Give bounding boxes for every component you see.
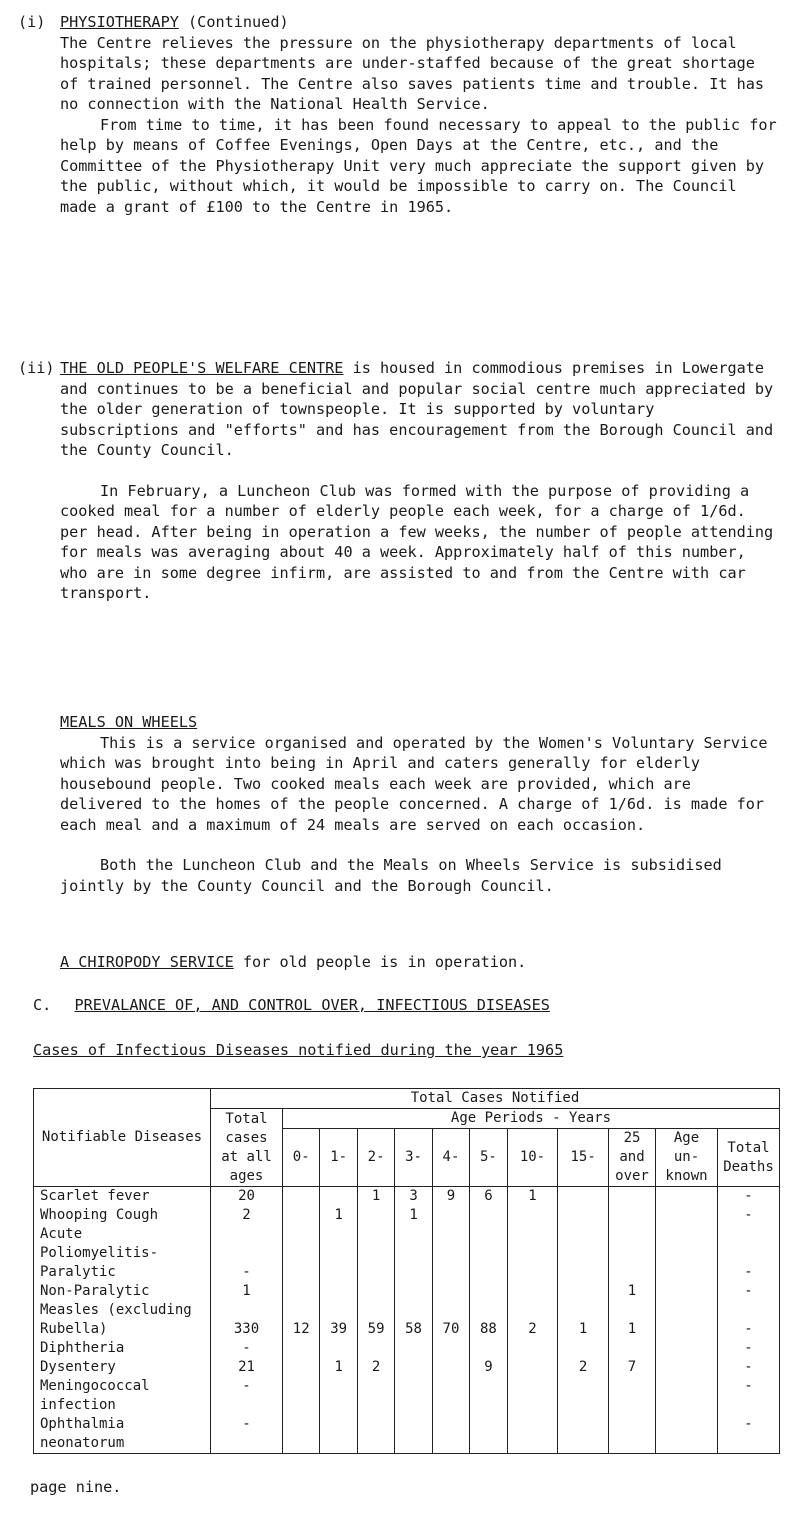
age-cell: 1 [320,1358,357,1377]
age-cell [558,1301,609,1320]
age-cell: 3 [395,1187,432,1207]
age-cell [507,1358,558,1377]
age-cell [320,1415,357,1454]
age-cell [470,1377,507,1415]
age-cell [656,1282,718,1301]
age-cell [558,1415,609,1454]
age-cell [558,1377,609,1415]
total-cases-cell: 330 [211,1320,283,1339]
header-age-unknown: Age un- known [656,1129,718,1187]
age-cell: 88 [470,1320,507,1339]
deaths-cell: - [718,1206,780,1225]
age-cell [656,1187,718,1207]
disease-name: Dysentery [34,1358,211,1377]
section-number: (ii) [18,359,55,377]
total-cases-cell [211,1301,283,1320]
age-cell [656,1301,718,1320]
age-cell [470,1282,507,1301]
age-cell: 1 [395,1206,432,1225]
age-cell [357,1415,394,1454]
header-age-5: 5- [470,1129,507,1187]
age-cell [432,1301,469,1320]
total-cases-cell: 1 [211,1282,283,1301]
age-cell [507,1339,558,1358]
age-cell [283,1301,320,1320]
age-cell [283,1358,320,1377]
age-cell [609,1187,656,1207]
paragraph-text: is housed in commodious premises in Lowergate and continues to be a beneficial and popular social centre much appreciated by the older generation of townspeople. It is supported by voluntary subscriptions and "efforts" and has encouragement from the Borough Council and the County Council. [60,359,774,459]
age-cell [507,1225,558,1263]
total-cases-cell: - [211,1415,283,1454]
paragraph: The Centre relieves the pressure on the physiotherapy departments of local hospitals; these departments are under-staffed because of the great shortage of trained personnel. The Centre also saves patients time and trouble. It has no connection with the National Health Service. [60,33,765,113]
age-cell [609,1263,656,1282]
age-cell [609,1206,656,1225]
table-row [34,1358,780,1377]
paragraph: This is a service organised and operated by the Women's Voluntary Service which was brought into being in April and caters generally for elderly housebound people. Two cooked meals each week are provided, which are delivered to the homes of the people concerned. A charge of 1/6d. is made for each meal and a maximum of 24 meals are served on each occasion. [60,733,768,834]
heading-text: PHYSIOTHERAPY [60,13,179,31]
age-cell [656,1339,718,1358]
age-cell [432,1225,469,1263]
age-cell [395,1358,432,1377]
age-cell [283,1339,320,1358]
age-cell [609,1415,656,1454]
disease-name: Ophthalmia neonatorum [34,1415,211,1454]
age-cell [470,1225,507,1263]
table-row [34,1377,780,1415]
table-caption [33,1040,780,1061]
age-cell [656,1377,718,1415]
age-cell [283,1415,320,1454]
age-cell [470,1206,507,1225]
disease-name: Acute Poliomyelitis- [34,1225,211,1263]
header-age-0: 0- [283,1129,320,1187]
age-cell [558,1282,609,1301]
section-old-peoples-welfare [18,358,780,604]
age-cell [656,1320,718,1339]
table-row [34,1320,780,1339]
age-cell: 1 [609,1320,656,1339]
header-age-2: 2- [357,1129,394,1187]
age-cell [283,1282,320,1301]
age-cell: 59 [357,1320,394,1339]
age-cell [656,1225,718,1263]
age-cell [558,1187,609,1207]
paragraph: Both the Luncheon Club and the Meals on Wheels Service is subsidised jointly by the County Council and the Borough Council. [60,856,722,895]
age-cell [470,1301,507,1320]
age-cell: 6 [470,1187,507,1207]
age-cell [470,1263,507,1282]
section-infectious-diseases [33,995,780,1016]
age-cell [432,1282,469,1301]
age-cell [357,1339,394,1358]
age-cell: 58 [395,1320,432,1339]
header-notifiable-diseases: Notifiable Diseases [34,1089,211,1187]
header-total-cases: Total cases at all ages [211,1109,283,1187]
age-cell [609,1377,656,1415]
age-cell [320,1263,357,1282]
age-cell: 12 [283,1320,320,1339]
table-row [34,1206,780,1225]
deaths-cell: - [718,1377,780,1415]
age-cell [395,1225,432,1263]
deaths-cell [718,1301,780,1320]
age-cell [609,1301,656,1320]
age-cell: 9 [432,1187,469,1207]
age-cell [357,1301,394,1320]
header-age-25-over: 25 and over [609,1129,656,1187]
deaths-cell: - [718,1358,780,1377]
age-cell [357,1206,394,1225]
header-age-10: 10- [507,1129,558,1187]
paragraph-text: for old people is in operation. [233,953,527,971]
age-cell [395,1301,432,1320]
age-cell [320,1339,357,1358]
section-heading: MEALS ON WHEELS [60,713,198,731]
age-cell: 1 [507,1187,558,1207]
section-heading [60,12,780,33]
table-row [34,1339,780,1358]
header-age-15: 15- [558,1129,609,1187]
section-heading: PREVALANCE OF, AND CONTROL OVER, INFECTIOUS DISEASES [74,996,550,1014]
table-caption-text: Cases of Infectious Diseases notified during the year 1965 [33,1041,564,1059]
paragraph: From time to time, it has been found necessary to appeal to the public for help by means of Coffee Evenings, Open Days at the Centre, etc., and the Committee of the Physiotherapy Unit very much appreciate the support given by the public, without which, it would be impossible to carry on. The Council made a grant of £100 to the Centre in 1965. [60,115,777,216]
total-cases-cell: 2 [211,1206,283,1225]
section-meals-on-wheels [60,712,780,896]
table-row [34,1415,780,1454]
age-cell: 1 [357,1187,394,1207]
header-total-cases-notified: Total Cases Notified [211,1089,780,1109]
age-cell [507,1206,558,1225]
header-age-3: 3- [395,1129,432,1187]
deaths-cell: - [718,1339,780,1358]
age-cell [507,1263,558,1282]
disease-name: Paralytic [34,1263,211,1282]
header-age-1: 1- [320,1129,357,1187]
total-cases-cell: 20 [211,1187,283,1207]
paragraph [60,952,780,973]
disease-name: Diphtheria [34,1339,211,1358]
section-chiropody [60,952,780,973]
deaths-cell: - [718,1320,780,1339]
age-cell [320,1187,357,1207]
deaths-cell: - [718,1187,780,1207]
section-heading: A CHIROPODY SERVICE [60,953,234,971]
age-cell: 39 [320,1320,357,1339]
header-age-periods: Age Periods - Years [283,1109,780,1129]
infectious-diseases-table [33,1088,780,1454]
deaths-cell: - [718,1415,780,1454]
paragraph [60,358,780,461]
age-cell [558,1206,609,1225]
age-cell [609,1225,656,1263]
age-cell [357,1377,394,1415]
table-row [34,1263,780,1282]
age-cell [320,1377,357,1415]
table-row [34,1187,780,1207]
table-row [34,1301,780,1320]
section-physiotherapy [18,12,780,217]
heading-suffix: (Continued) [188,13,289,31]
total-cases-cell: - [211,1377,283,1415]
age-cell [656,1206,718,1225]
age-cell [507,1377,558,1415]
disease-name: Measles (excluding [34,1301,211,1320]
age-cell: 1 [320,1206,357,1225]
age-cell [558,1339,609,1358]
age-cell [432,1263,469,1282]
age-cell [432,1358,469,1377]
age-cell [283,1263,320,1282]
age-cell [283,1377,320,1415]
disease-name: Non-Paralytic [34,1282,211,1301]
age-cell [470,1415,507,1454]
age-cell [357,1282,394,1301]
age-cell [432,1377,469,1415]
total-cases-cell: - [211,1339,283,1358]
section-number: C. [33,996,52,1014]
age-cell: 1 [609,1282,656,1301]
table-row [34,1225,780,1263]
section-heading: THE OLD PEOPLE'S WELFARE CENTRE [60,359,344,377]
header-total-deaths: Total Deaths [718,1129,780,1187]
disease-name: Whooping Cough [34,1206,211,1225]
age-cell: 70 [432,1320,469,1339]
disease-name: Scarlet fever [34,1187,211,1207]
disease-name: Rubella) [34,1320,211,1339]
age-cell [507,1282,558,1301]
age-cell [470,1339,507,1358]
age-cell [507,1301,558,1320]
age-cell [432,1415,469,1454]
age-cell [395,1282,432,1301]
age-cell [558,1263,609,1282]
disease-name: Meningococcal infection [34,1377,211,1415]
age-cell [357,1263,394,1282]
age-cell [320,1225,357,1263]
age-cell [656,1415,718,1454]
section-number: (i) [18,13,46,31]
table-body [34,1187,780,1454]
age-cell [395,1415,432,1454]
age-cell: 2 [357,1358,394,1377]
age-cell [357,1225,394,1263]
age-cell [609,1339,656,1358]
age-cell [320,1301,357,1320]
total-cases-cell: - [211,1263,283,1282]
age-cell: 9 [470,1358,507,1377]
deaths-cell [718,1225,780,1263]
age-cell: 7 [609,1358,656,1377]
deaths-cell: - [718,1282,780,1301]
age-cell [432,1206,469,1225]
age-cell [432,1339,469,1358]
header-age-4: 4- [432,1129,469,1187]
age-cell [395,1263,432,1282]
age-cell [283,1187,320,1207]
age-cell [395,1377,432,1415]
age-cell: 2 [558,1358,609,1377]
age-cell: 1 [558,1320,609,1339]
age-cell [395,1339,432,1358]
total-cases-cell: 21 [211,1358,283,1377]
deaths-cell: - [718,1263,780,1282]
paragraph: In February, a Luncheon Club was formed with the purpose of providing a cooked meal for a number of elderly people each week, for a charge of 1/6d. per head. After being in operation a few weeks, the number of people attending for meals was averaging about 40 a week. Approximately half of this number, who are in some degree infirm, are assisted to and from the Centre with car transport. [60,481,774,602]
age-cell [656,1263,718,1282]
age-cell [320,1282,357,1301]
page-footer: page nine. [30,1478,122,1496]
age-cell [283,1225,320,1263]
age-cell: 2 [507,1320,558,1339]
age-cell [507,1415,558,1454]
age-cell [558,1225,609,1263]
table-row [34,1282,780,1301]
total-cases-cell [211,1225,283,1263]
age-cell [656,1358,718,1377]
age-cell [283,1206,320,1225]
